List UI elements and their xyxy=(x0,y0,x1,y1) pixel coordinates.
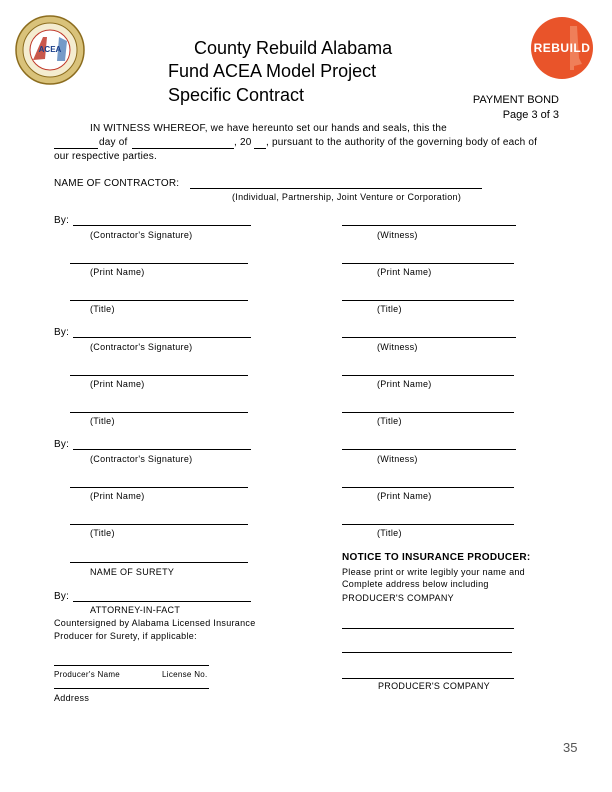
countersigned-line-2: Producer for Surety, if applicable: xyxy=(54,631,197,641)
witness-label: (Witness) xyxy=(377,230,418,240)
address-field[interactable] xyxy=(54,688,209,689)
contractor-title-label: (Title) xyxy=(90,528,115,538)
contractor-name-label: NAME OF CONTRACTOR: xyxy=(54,178,180,189)
notice-line-2: Complete address below including xyxy=(342,579,489,589)
license-no-label: License No. xyxy=(162,670,208,679)
notice-line-3: PRODUCER'S COMPANY xyxy=(342,593,454,603)
page-title-line-3: Specific Contract xyxy=(168,85,305,105)
year-blank[interactable] xyxy=(254,148,266,149)
witness-signature-field[interactable] xyxy=(342,449,516,450)
contractor-title-field[interactable] xyxy=(70,524,248,525)
contractor-signature-label: (Contractor's Signature) xyxy=(90,454,193,464)
page-indicator: Page 3 of 3 xyxy=(502,109,559,121)
contractor-title-label: (Title) xyxy=(90,304,115,314)
producer-name-label: Producer's Name xyxy=(54,670,121,679)
witness-title-label: (Title) xyxy=(377,304,402,314)
notice-line-1: Please print or write legibly your name and xyxy=(342,567,525,577)
attorney-in-fact-label: ATTORNEY-IN-FACT xyxy=(90,605,181,615)
contractor-title-label: (Title) xyxy=(90,416,115,426)
contractor-signature-label: (Contractor's Signature) xyxy=(90,230,193,240)
producer-name-license-field[interactable] xyxy=(54,665,209,666)
by-label: By: xyxy=(54,327,70,338)
contractor-signature-field[interactable] xyxy=(73,337,251,338)
notice-heading: NOTICE TO INSURANCE PRODUCER: xyxy=(342,552,531,563)
witness-line-1: IN WITNESS WHEREOF, we have hereunto set our hands and seals, this the xyxy=(90,123,447,134)
contractor-print-name-field[interactable] xyxy=(70,487,248,488)
contractor-print-name-field[interactable] xyxy=(70,263,248,264)
contractor-name-field[interactable] xyxy=(190,188,482,189)
witness-title-label: (Title) xyxy=(377,528,402,538)
acea-seal-logo xyxy=(15,15,85,85)
witness-print-name-field[interactable] xyxy=(342,263,514,264)
doc-type: PAYMENT BOND xyxy=(472,94,559,106)
contractor-title-field[interactable] xyxy=(70,412,248,413)
producer-field-2[interactable] xyxy=(342,652,512,653)
witness-print-name-label: (Print Name) xyxy=(377,267,432,277)
contractor-print-name-label: (Print Name) xyxy=(90,379,145,389)
day-blank[interactable] xyxy=(54,148,98,149)
contractor-signature-field[interactable] xyxy=(73,225,251,226)
year-prefix: , 20 xyxy=(234,137,252,148)
page-title-line-1: County Rebuild Alabama xyxy=(194,38,393,58)
rebuild-logo xyxy=(530,16,594,80)
witness-title-label: (Title) xyxy=(377,416,402,426)
producer-company-field[interactable] xyxy=(342,678,514,679)
witness-line-2-tail: , pursuant to the authority of the governing body of each of xyxy=(266,137,538,148)
contractor-signature-field[interactable] xyxy=(73,449,251,450)
attorney-in-fact-signature-field[interactable] xyxy=(73,601,251,602)
surety-name-field[interactable] xyxy=(70,562,248,563)
witness-print-name-label: (Print Name) xyxy=(377,379,432,389)
witness-signature-field[interactable] xyxy=(342,225,516,226)
by-label: By: xyxy=(54,215,70,226)
by-label: By: xyxy=(54,439,70,450)
month-blank[interactable] xyxy=(132,148,234,149)
witness-title-field[interactable] xyxy=(342,524,514,525)
contractor-entity-hint: (Individual, Partnership, Joint Venture or Corporation) xyxy=(232,192,462,202)
witness-title-field[interactable] xyxy=(342,300,514,301)
rebuild-logo-text: REBUILD xyxy=(533,41,591,55)
contractor-signature-label: (Contractor's Signature) xyxy=(90,342,193,352)
countersigned-line-1: Countersigned by Alabama Licensed Insurance xyxy=(54,618,256,628)
producer-company-label: PRODUCER'S COMPANY xyxy=(378,681,490,691)
witness-title-field[interactable] xyxy=(342,412,514,413)
witness-print-name-field[interactable] xyxy=(342,487,514,488)
page-number: 35 xyxy=(563,740,578,755)
contractor-print-name-field[interactable] xyxy=(70,375,248,376)
day-of-text: day of xyxy=(99,137,128,148)
acea-seal-center-text: ACEA xyxy=(38,45,62,54)
witness-label: (Witness) xyxy=(377,342,418,352)
contractor-title-field[interactable] xyxy=(70,300,248,301)
contractor-print-name-label: (Print Name) xyxy=(90,491,145,501)
witness-line-3: our respective parties. xyxy=(54,151,157,162)
contractor-print-name-label: (Print Name) xyxy=(90,267,145,277)
producer-field-1[interactable] xyxy=(342,628,514,629)
surety-by-label: By: xyxy=(54,591,70,602)
address-label: Address xyxy=(54,693,90,703)
witness-label: (Witness) xyxy=(377,454,418,464)
page-title-line-2: Fund ACEA Model Project xyxy=(168,61,377,81)
witness-print-name-label: (Print Name) xyxy=(377,491,432,501)
witness-signature-field[interactable] xyxy=(342,337,516,338)
surety-name-label: NAME OF SURETY xyxy=(90,567,175,577)
witness-print-name-field[interactable] xyxy=(342,375,514,376)
